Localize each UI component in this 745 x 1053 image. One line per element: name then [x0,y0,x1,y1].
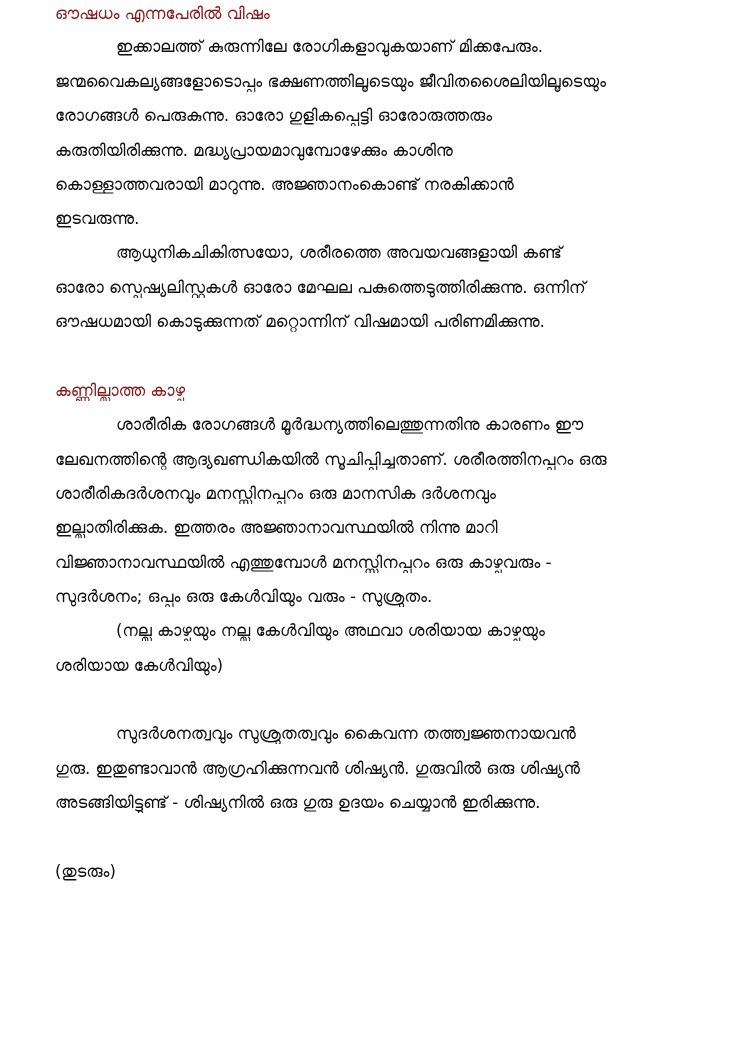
text-line: ആധുനികചികിത്സയോ, ശരീരത്തെ അവയവങ്ങളായി കണ്ട് [116,243,562,262]
text-line: ഓരോ സ്പെഷ്യലിസ്റ്റുകൾ ഓരോ മേഘല പകുത്തെടുത്തിരിക്കുന്നു. ഒന്നിന് [55,278,586,297]
text-line: ഇടവരുന്നു. [55,209,140,228]
text-line: അടങ്ങിയിട്ടുണ്ട് - ശിഷ്യനിൽ ഒരു ഗുരു ഉദയം ചെയ്യാൻ ഇരിക്കുന്നു. [55,793,541,812]
text-line: ഔഷധമായി കൊടുക്കുന്നത് മറ്റൊന്നിന് വിഷമായി പരിണമിക്കുന്നു. [55,312,545,331]
text-line: ലേഖനത്തിന്റെ ആദ്യഖണ്ഡികയിൽ സൂചിപ്പിച്ചതാണ്. ശരീരത്തിനപ്പുറം ഒരു [55,450,607,469]
text-line: (നല്ല കാഴ്ചയും നല്ല കേൾവിയും അഥവാ ശരിയായ കാഴ്ചയും [116,621,545,640]
section-heading-2: കണ്ണില്ലാത്ത കാഴ്ച [55,381,186,400]
text-line: കൊള്ളാത്തവരായി മാറുന്നു. അജ്ഞാനംകൊണ്ട് നരകിക്കാൻ [55,175,514,194]
text-line: ശാരീരിക രോഗങ്ങൾ മൂർദ്ധന്യത്തിലെത്തുന്നതിനു കാരണം ഈ [116,415,584,434]
text-line: സുദർശനത്വവും സുശ്രുതത്വവും കൈവന്ന തത്ത്വജ്ഞനായവൻ [116,724,576,743]
text-line: ഇല്ലാതിരിക്കുക. ഇത്തരം അജ്ഞാനാവസ്ഥയിൽ നിന്നു മാറി [55,518,498,537]
text-line: സുദർശനം; ഒപ്പം ഒരു കേൾവിയും വരും - സുശ്രുതം. [55,587,433,606]
text-line: രോഗങ്ങൾ പെരുകുന്നു. ഓരോ ഗുളികപ്പെട്ടി ഓരോരുത്തരും [55,106,493,125]
text-line: ഇക്കാലത്ത് കുരുന്നിലേ രോഗികളാവുകയാണ് മിക്കപേരും. [116,37,543,56]
text-line: കരുതിയിരിക്കുന്നു. മദ്ധ്യപ്രായമാവുമ്പോഴേക്കും കാശിനു [55,141,453,160]
section-heading-1: ഔഷധം എന്നപേരിൽ വിഷം [55,4,270,23]
continued-note: (തുടരും) [55,862,116,881]
text-line: ശരിയായ കേൾവിയും) [55,656,224,675]
text-line: വിജ്ഞാനാവസ്ഥയിൽ എത്തുമ്പോൾ മനസ്സിനപ്പുറം ഒരു കാഴ്ചവരും - [55,553,552,572]
text-line: ജന്മവൈകല്യങ്ങളോടൊപ്പം ഭക്ഷണത്തിലൂടെയും ജീവിതശൈലിയിലൂടെയും [55,72,607,91]
text-line: ശാരീരികദർശനവും മനസ്സിനപ്പുറം ഒരു മാനസിക ദർശനവും [55,484,496,503]
text-line: ഗുരു. ഇതുണ്ടാവാൻ ആഗ്രഹിക്കുന്നവൻ ശിഷ്യൻ. ഗുരുവിൽ ഒരു ശിഷ്യൻ [55,759,580,778]
